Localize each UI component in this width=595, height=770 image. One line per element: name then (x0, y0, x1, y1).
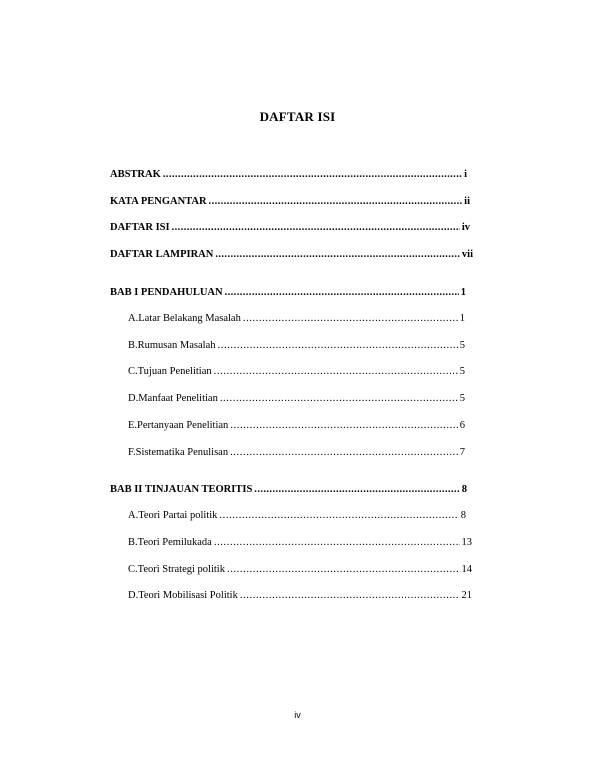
toc-page-number: 1 (460, 287, 466, 298)
toc-item-label: Tujuan Penelitian (137, 366, 212, 377)
toc-item-letter: A. (128, 313, 139, 324)
toc-entry-kata-pengantar[interactable] (110, 196, 470, 208)
toc-subentry[interactable] (128, 447, 465, 459)
toc-chapter-label: BAB I PENDAHULUAN (110, 287, 223, 298)
toc-item-label: Teori Partai politik (138, 510, 218, 521)
toc-chapter-bab-2[interactable] (110, 484, 467, 496)
toc-item-letter: A. (128, 510, 139, 521)
toc-page-number: i (464, 169, 467, 180)
dot-leader (214, 537, 460, 549)
toc-item-label: Sistematika Penulisan (135, 447, 229, 458)
dot-leader (227, 564, 460, 576)
dot-leader (214, 366, 458, 378)
toc-item-letter: B. (128, 537, 138, 548)
toc-item-letter: D. (128, 393, 139, 404)
toc-item-letter: D. (128, 590, 139, 601)
toc-page-number: vii (461, 249, 473, 260)
toc-entry-label: KATA PENGANTAR (110, 196, 207, 207)
toc-item-label: Teori Pemilukada (137, 537, 212, 548)
dot-leader (163, 169, 462, 181)
toc-page-number: iv (461, 222, 470, 233)
toc-item-label: Rumusan Masalah (137, 340, 216, 351)
toc-entry-abstrak[interactable] (110, 169, 467, 181)
toc-subentry[interactable] (128, 366, 465, 378)
toc-page-number: 14 (461, 564, 472, 575)
dot-leader (209, 196, 463, 208)
toc-chapter-label: BAB II TINJAUAN TEORITIS (110, 484, 253, 495)
toc-page-number: 7 (459, 447, 465, 458)
toc-item-label: Latar Belakang Masalah (138, 313, 241, 324)
toc-page-number: ii (464, 196, 470, 207)
toc-subentry[interactable] (128, 564, 472, 576)
toc-entry-daftar-lampiran[interactable] (110, 249, 473, 261)
toc-chapter-bab-1[interactable] (110, 287, 466, 299)
toc-page-number: 5 (459, 366, 465, 377)
toc-entry-daftar-isi[interactable] (110, 222, 470, 234)
toc-item-letter: B. (128, 340, 138, 351)
toc-page-number: 8 (461, 484, 467, 495)
footer-page-number: iv (294, 710, 301, 720)
toc-item-letter: F. (128, 447, 136, 458)
toc-entry-label: DAFTAR LAMPIRAN (110, 249, 214, 260)
toc-subentry[interactable] (128, 313, 465, 325)
dot-leader (240, 590, 460, 602)
dot-leader (220, 393, 458, 405)
toc-item-label: Teori Strategi politik (137, 564, 225, 575)
toc-page-number: 21 (461, 590, 472, 601)
dot-leader (218, 340, 458, 352)
toc-item-label: Teori Mobilisasi Politik (138, 590, 238, 601)
dot-leader (215, 249, 460, 261)
dot-leader (219, 510, 458, 522)
toc-page-number: 5 (459, 393, 465, 404)
dot-leader (230, 447, 458, 459)
toc-item-letter: C. (128, 366, 138, 377)
toc-page-number: 6 (459, 420, 465, 431)
toc-entry-label: DAFTAR ISI (110, 222, 170, 233)
dot-leader (243, 313, 458, 325)
toc-subentry[interactable] (128, 537, 472, 549)
toc-subentry[interactable] (128, 340, 465, 352)
dot-leader (230, 420, 457, 432)
toc-subentry[interactable] (128, 590, 472, 602)
toc-page-number: 5 (459, 340, 465, 351)
toc-page-number: 13 (461, 537, 472, 548)
toc-item-letter: C. (128, 564, 138, 575)
toc-page-number: 8 (460, 510, 466, 521)
toc-entry-label: ABSTRAK (110, 169, 161, 180)
toc-item-letter: E. (128, 420, 138, 431)
toc-subentry[interactable] (128, 393, 465, 405)
dot-leader (225, 287, 459, 299)
toc-subentry[interactable] (128, 510, 466, 522)
toc-item-label: Manfaat Penelitian (138, 393, 218, 404)
page-title: DAFTAR ISI (259, 109, 336, 124)
dot-leader (254, 484, 459, 496)
toc-page-number: 1 (459, 313, 465, 324)
dot-leader (172, 222, 460, 234)
toc-subentry[interactable] (128, 420, 465, 432)
toc-item-label: Pertanyaan Penelitian (137, 420, 229, 431)
